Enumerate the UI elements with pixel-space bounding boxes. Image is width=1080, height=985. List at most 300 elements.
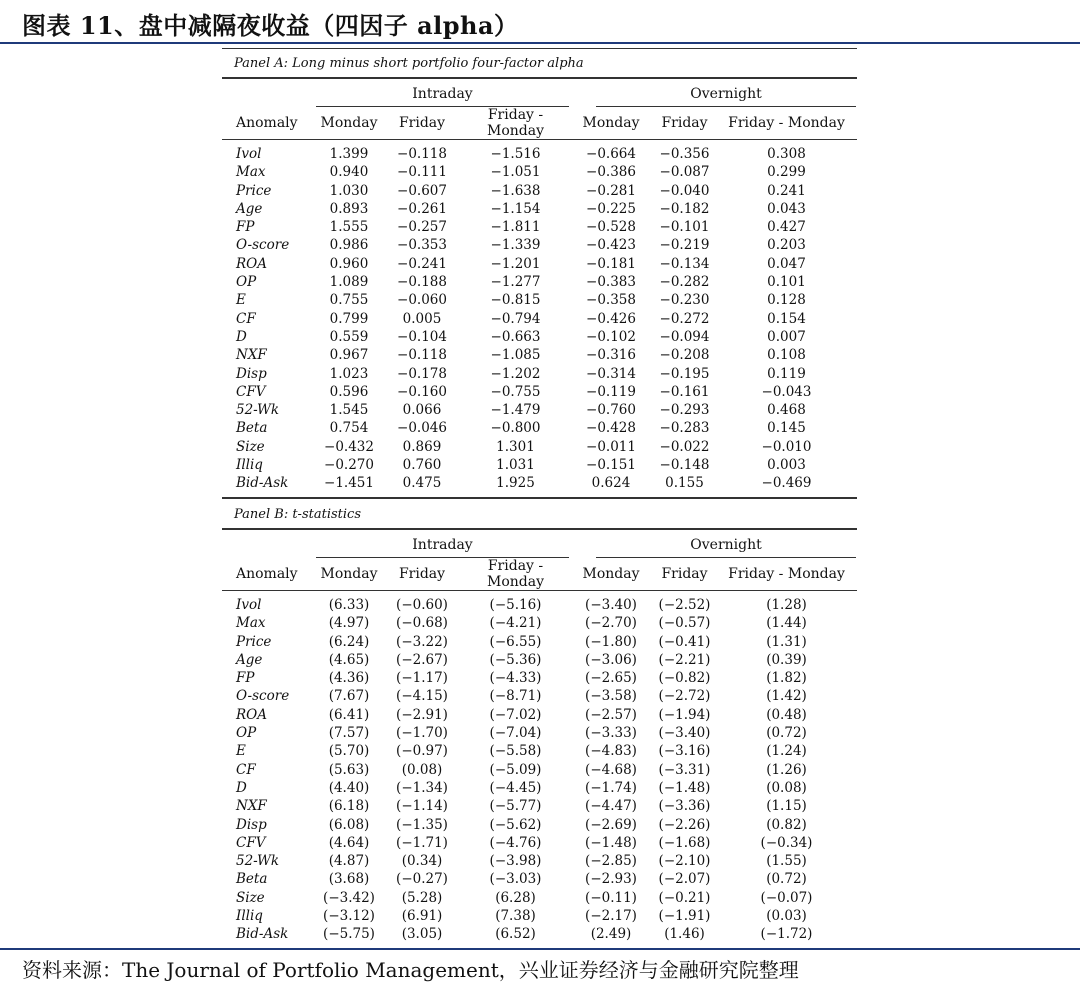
table-cell: −0.293 — [659, 402, 710, 419]
table-cell: 0.203 — [767, 237, 806, 254]
table-cell: (−2.67) — [396, 651, 448, 668]
table-cell: (−1.94) — [658, 706, 711, 723]
table-cell: (6.28) — [495, 889, 536, 906]
anomaly-name: NXF — [236, 798, 267, 815]
table-cell: 0.799 — [329, 310, 369, 327]
table-row — [222, 633, 857, 651]
anomaly-name: Disp — [236, 365, 267, 382]
table-cell: −0.094 — [659, 328, 710, 345]
table-cell: (−3.42) — [323, 889, 375, 906]
table-cell: 0.241 — [767, 182, 806, 199]
table-cell: (−3.58) — [585, 688, 637, 705]
table-cell: (1.26) — [766, 761, 807, 778]
table-cell: (−1.68) — [658, 834, 711, 851]
table-row — [222, 310, 857, 328]
anomaly-name: Ivol — [236, 146, 262, 162]
table-cell: (−4.68) — [585, 761, 637, 778]
table-cell: 0.754 — [329, 420, 369, 437]
anomaly-name: CFV — [236, 834, 266, 851]
table-row — [222, 474, 857, 497]
column-header: Friday - Monday — [716, 558, 857, 591]
table-cell: 0.066 — [402, 402, 442, 419]
table-cell: 0.893 — [329, 200, 369, 217]
table-row — [222, 614, 857, 632]
table-cell: (5.70) — [328, 743, 370, 760]
table-cell: −0.148 — [659, 457, 710, 474]
table-cell: (6.24) — [328, 633, 370, 650]
table-cell: −0.181 — [586, 255, 636, 272]
footer-rule — [0, 948, 1080, 950]
table-cell: (0.82) — [766, 816, 807, 833]
anomaly-name: FP — [236, 670, 255, 687]
table-cell: (−5.77) — [489, 798, 542, 815]
table-cell: (−1.80) — [585, 633, 637, 650]
table-cell: (−3.36) — [658, 798, 711, 815]
table-cell: (−2.69) — [585, 816, 637, 833]
table-cell: −0.118 — [397, 347, 447, 364]
table-cell: (0.08) — [766, 779, 807, 796]
table-cell: −0.428 — [586, 420, 636, 437]
panel-a-table — [222, 107, 857, 499]
table-cell: −0.011 — [586, 438, 636, 455]
table-cell: (7.57) — [328, 725, 370, 742]
table-cell: (4.64) — [328, 834, 370, 851]
table-cell: 0.155 — [653, 474, 716, 497]
table-cell: (−0.34) — [760, 834, 813, 851]
table-cell: (−4.33) — [489, 670, 542, 687]
table-cell: (−0.11) — [585, 889, 637, 906]
table-cell: 1.399 — [329, 146, 369, 162]
panel-b-body — [222, 591, 857, 949]
table-cell: (1.42) — [766, 688, 807, 705]
table-row — [222, 816, 857, 834]
panel-a-header-row — [222, 107, 857, 140]
table-row — [222, 291, 857, 309]
table-cell: −0.281 — [586, 182, 636, 199]
anomaly-name: D — [236, 779, 247, 796]
table-row — [222, 236, 857, 254]
table-cell: −0.182 — [659, 200, 710, 217]
anomaly-name: Max — [236, 615, 266, 632]
table-cell: (−4.83) — [585, 743, 637, 760]
anomaly-name: ROA — [236, 255, 267, 272]
table-row — [222, 761, 857, 779]
table-cell: (6.18) — [328, 798, 370, 815]
table-cell: 0.047 — [767, 255, 806, 272]
table-cell: (−2.26) — [658, 816, 711, 833]
table-cell: (−2.65) — [585, 670, 637, 687]
panel-b-intraday-header: Intraday — [316, 530, 569, 558]
table-cell: −0.353 — [397, 237, 447, 254]
table-cell: (0.48) — [766, 706, 807, 723]
table-cell: −0.760 — [586, 402, 636, 419]
anomaly-name: CF — [236, 310, 256, 327]
table-cell: (4.65) — [328, 651, 370, 668]
table-cell: (−2.72) — [658, 688, 711, 705]
table-cell: (6.52) — [462, 925, 569, 948]
anomaly-name: FP — [236, 219, 255, 236]
anomaly-name: Illiq — [236, 908, 263, 925]
table-cell: (−4.47) — [585, 798, 637, 815]
table-cell: (1.24) — [766, 743, 807, 760]
table-cell: 0.755 — [329, 292, 369, 309]
table-cell: −1.638 — [490, 182, 541, 199]
table-cell: (5.63) — [328, 761, 370, 778]
table-cell: (5.28) — [401, 889, 443, 906]
table-cell: −0.230 — [659, 292, 710, 309]
table-cell: −0.383 — [586, 274, 636, 291]
table-cell: −0.010 — [761, 438, 812, 455]
table-cell: (1.28) — [766, 597, 807, 613]
table-cell: −0.104 — [397, 328, 447, 345]
table-cell: (−2.52) — [658, 597, 711, 613]
table-cell: 1.555 — [329, 219, 369, 236]
table-cell: (−7.04) — [489, 725, 542, 742]
table-cell: (4.87) — [328, 853, 370, 870]
table-cell: −0.261 — [397, 200, 447, 217]
anomaly-name: Ivol — [236, 597, 262, 613]
table-cell: (0.03) — [766, 908, 807, 925]
table-cell: −0.134 — [659, 255, 710, 272]
anomaly-name: E — [236, 292, 246, 309]
table-cell: (1.31) — [766, 633, 807, 650]
table-cell: (−3.31) — [658, 761, 711, 778]
table-cell: (2.49) — [569, 925, 653, 948]
table-row — [222, 328, 857, 346]
table-cell: (−0.41) — [658, 633, 711, 650]
table-cell: −0.270 — [324, 457, 374, 474]
table-cell: (0.72) — [766, 725, 807, 742]
column-header: Friday - Monday — [716, 107, 857, 140]
table-cell: (−2.93) — [585, 871, 637, 888]
table-cell: −1.201 — [490, 255, 541, 272]
table-cell: 0.108 — [767, 347, 806, 364]
column-header: Monday — [569, 107, 653, 140]
table-cell: −0.664 — [586, 146, 636, 162]
table-cell: (−3.06) — [585, 651, 637, 668]
table-cell: (1.44) — [766, 615, 807, 632]
table-row — [222, 591, 857, 615]
table-cell: (−5.62) — [489, 816, 542, 833]
table-cell: (−2.70) — [585, 615, 637, 632]
anomaly-name: D — [236, 328, 247, 345]
table-row — [222, 218, 857, 236]
table-cell: 1.023 — [329, 365, 369, 382]
table-cell: (−5.09) — [489, 761, 542, 778]
table-row — [222, 200, 857, 218]
table-cell: (−3.16) — [658, 743, 711, 760]
panel-a-body — [222, 140, 857, 498]
table-row — [222, 907, 857, 925]
table-cell: −1.339 — [490, 237, 541, 254]
table-cell: (−4.21) — [489, 615, 542, 632]
anomaly-name: Max — [236, 164, 266, 181]
table-cell: 0.427 — [767, 219, 806, 236]
table-cell: (−1.17) — [396, 670, 448, 687]
anomaly-name: 52-Wk — [236, 853, 280, 870]
table-cell: 0.960 — [329, 255, 369, 272]
table-cell: −0.219 — [659, 237, 710, 254]
table-cell: −1.516 — [490, 146, 541, 162]
table-cell: 0.101 — [767, 274, 806, 291]
anomaly-name: O-score — [236, 237, 290, 254]
table-row — [222, 742, 857, 760]
table-row — [222, 852, 857, 870]
table-cell: 1.031 — [496, 457, 535, 474]
table-cell: −1.811 — [490, 219, 541, 236]
anomaly-name: Illiq — [236, 457, 263, 474]
table-cell: (−5.36) — [489, 651, 542, 668]
table-cell: −0.119 — [586, 383, 636, 400]
table-cell: 1.545 — [329, 402, 369, 419]
table-row — [222, 365, 857, 383]
table-cell: (0.34) — [401, 853, 443, 870]
table-cell: (−4.15) — [396, 688, 448, 705]
table-cell: (4.40) — [328, 779, 370, 796]
table-cell: (−3.22) — [396, 633, 448, 650]
anomaly-name: Age — [236, 651, 263, 668]
table-cell: 0.624 — [569, 474, 653, 497]
table-cell: 0.940 — [329, 164, 369, 181]
table-cell: 0.003 — [767, 457, 806, 474]
table-cell: (−0.68) — [396, 615, 448, 632]
table-cell: (−0.82) — [658, 670, 711, 687]
table-cell: (−8.71) — [489, 688, 542, 705]
anomaly-name: OP — [236, 274, 257, 291]
table-cell: 0.005 — [402, 310, 442, 327]
table-cell: (−3.40) — [585, 597, 637, 613]
table-cell: −0.358 — [586, 292, 636, 309]
panel-b-table — [222, 558, 857, 950]
table-cell: −0.272 — [659, 310, 710, 327]
table-cell: −0.663 — [490, 328, 541, 345]
table-cell: (−0.60) — [396, 597, 448, 613]
table-cell: −0.022 — [659, 438, 710, 455]
table-cell: 0.869 — [402, 438, 442, 455]
table-cell: −0.188 — [397, 274, 447, 291]
table-cell: (−5.58) — [489, 743, 542, 760]
panel-b-overnight-header: Overnight — [596, 530, 856, 558]
table-cell: (−0.57) — [658, 615, 711, 632]
table-cell: −0.087 — [659, 164, 710, 181]
table-cell: (−5.16) — [489, 597, 542, 613]
table-cell: −0.043 — [761, 383, 812, 400]
table-row — [222, 687, 857, 705]
table-row — [222, 724, 857, 742]
table-cell: (−0.97) — [396, 743, 448, 760]
table-cell: (−4.45) — [489, 779, 542, 796]
table-cell: −0.607 — [397, 182, 447, 199]
table-row — [222, 834, 857, 852]
table-cell: (−0.07) — [760, 889, 813, 906]
table-cell: 0.760 — [402, 457, 442, 474]
table-cell: (−1.72) — [716, 925, 857, 948]
table-cell: (6.33) — [328, 597, 370, 613]
table-cell: (1.15) — [766, 798, 807, 815]
table-cell: 0.596 — [329, 383, 369, 400]
anomaly-name: Beta — [236, 420, 268, 437]
table-cell: −1.277 — [490, 274, 541, 291]
table-cell: (1.55) — [766, 853, 807, 870]
anomaly-name: Age — [236, 200, 263, 217]
table-cell: −0.432 — [324, 438, 374, 455]
table-cell: −0.208 — [659, 347, 710, 364]
anomaly-name: NXF — [236, 347, 267, 364]
anomaly-name: Bid-Ask — [222, 474, 316, 497]
table-cell: (−6.55) — [489, 633, 542, 650]
figure-title: 图表 11、盘中减隔夜收益（四因子 alpha） — [22, 11, 519, 40]
table-cell: (−3.98) — [489, 853, 542, 870]
column-header: Monday — [316, 107, 382, 140]
table-cell: 0.299 — [767, 164, 806, 181]
anomaly-name: OP — [236, 725, 257, 742]
table-cell: −0.257 — [397, 219, 447, 236]
column-header: Friday — [653, 107, 716, 140]
panel-a-group-row — [222, 79, 857, 107]
table-cell: (3.05) — [382, 925, 462, 948]
table-cell: −0.151 — [586, 457, 636, 474]
column-header-anomaly: Anomaly — [222, 558, 316, 591]
table-cell: (−0.27) — [396, 871, 448, 888]
table-cell: 1.089 — [329, 274, 369, 291]
table-cell: (−1.74) — [585, 779, 637, 796]
table-cell: (−1.71) — [396, 834, 448, 851]
panel-b-group-row — [222, 530, 857, 558]
table-cell: (−0.21) — [658, 889, 711, 906]
table-cell: (7.67) — [328, 688, 370, 705]
table-row — [222, 163, 857, 181]
table-cell: (4.97) — [328, 615, 370, 632]
table-cell: −0.046 — [397, 420, 447, 437]
anomaly-name: Price — [236, 182, 272, 199]
table-cell: (−1.48) — [585, 834, 637, 851]
table-cell: (−1.34) — [396, 779, 448, 796]
table-cell: (−2.17) — [585, 908, 637, 925]
table-cell: −0.794 — [490, 310, 541, 327]
column-header: Friday - Monday — [462, 558, 569, 591]
column-header: Friday — [653, 558, 716, 591]
source-note: 资料来源：The Journal of Portfolio Management，兴业证券经济与金融研究院整理 — [22, 958, 799, 982]
table-cell: (−1.35) — [396, 816, 448, 833]
table-cell: 1.030 — [329, 182, 369, 199]
anomaly-name: ROA — [236, 706, 267, 723]
panel-a-overnight-header: Overnight — [596, 79, 856, 107]
table-cell: (−2.91) — [396, 706, 448, 723]
table-cell: 1.301 — [496, 438, 535, 455]
table-cell: 0.145 — [767, 420, 806, 437]
table-cell: (−3.12) — [323, 908, 375, 925]
table-cell: −0.118 — [397, 146, 447, 162]
table-cell: −0.528 — [586, 219, 636, 236]
table-cell: −0.101 — [659, 219, 710, 236]
table-cell: −0.160 — [397, 383, 447, 400]
table-row — [222, 706, 857, 724]
table-cell: (−3.40) — [658, 725, 711, 742]
table-cell: 0.986 — [329, 237, 369, 254]
table-cell: 0.308 — [767, 146, 806, 162]
table-cell: −0.356 — [659, 146, 710, 162]
title-bar — [0, 0, 1080, 44]
table-row — [222, 870, 857, 888]
table-cell: −0.060 — [397, 292, 447, 309]
table-row — [222, 456, 857, 474]
table-row — [222, 925, 857, 948]
table-cell: 0.154 — [767, 310, 806, 327]
table-cell: −0.316 — [586, 347, 636, 364]
column-header-anomaly: Anomaly — [222, 107, 316, 140]
table-row — [222, 383, 857, 401]
table-cell: (4.36) — [328, 670, 370, 687]
table-cell: 0.128 — [767, 292, 806, 309]
table-cell: (0.39) — [766, 651, 807, 668]
table-cell: (6.91) — [401, 908, 443, 925]
table-row — [222, 651, 857, 669]
table-cell: (−3.03) — [489, 871, 542, 888]
column-header: Friday — [382, 558, 462, 591]
panel-a-label: Panel A: Long minus short portfolio four-factor alpha — [222, 48, 857, 77]
table-cell: (−2.21) — [658, 651, 711, 668]
table-row — [222, 419, 857, 437]
anomaly-name: CFV — [236, 383, 266, 400]
table-cell: −0.161 — [659, 383, 710, 400]
panel-a — [222, 48, 857, 499]
table-cell: (−1.48) — [658, 779, 711, 796]
table-cell: −1.451 — [316, 474, 382, 497]
panel-a-intraday-header: Intraday — [316, 79, 569, 107]
table-cell: (−7.02) — [489, 706, 542, 723]
table-cell: (−5.75) — [316, 925, 382, 948]
anomaly-name: Price — [236, 633, 272, 650]
column-header: Friday - Monday — [462, 107, 569, 140]
table-row — [222, 182, 857, 200]
table-cell: (−2.07) — [658, 871, 711, 888]
table-cell: 1.925 — [462, 474, 569, 497]
table-cell: −0.102 — [586, 328, 636, 345]
table-cell: 0.475 — [382, 474, 462, 497]
anomaly-name: Bid-Ask — [222, 925, 316, 948]
table-cell: −1.085 — [490, 347, 541, 364]
column-header: Monday — [569, 558, 653, 591]
table-cell: (−1.91) — [658, 908, 711, 925]
table-cell: −0.195 — [659, 365, 710, 382]
table-cell: (−2.10) — [658, 853, 711, 870]
table-cell: −1.479 — [490, 402, 541, 419]
table-cell: 0.043 — [767, 200, 806, 217]
anomaly-name: Beta — [236, 871, 268, 888]
table-row — [222, 401, 857, 419]
table-row — [222, 346, 857, 364]
table-cell: −1.051 — [490, 164, 541, 181]
table-cell: (3.68) — [328, 871, 370, 888]
table-row — [222, 797, 857, 815]
panel-b — [222, 500, 857, 950]
table-cell: −0.469 — [716, 474, 857, 497]
table-cell: (−1.14) — [396, 798, 448, 815]
anomaly-name: 52-Wk — [236, 402, 280, 419]
table-row — [222, 255, 857, 273]
table-cell: (−1.70) — [396, 725, 448, 742]
table-cell: −0.755 — [490, 383, 541, 400]
table-cell: (6.41) — [328, 706, 370, 723]
table-cell: 0.468 — [767, 402, 806, 419]
table-cell: (1.82) — [766, 670, 807, 687]
table-row — [222, 669, 857, 687]
table-cell: −1.154 — [490, 200, 541, 217]
table-cell: −0.314 — [586, 365, 636, 382]
table-row — [222, 779, 857, 797]
anomaly-name: CF — [236, 761, 256, 778]
table-cell: (0.08) — [401, 761, 443, 778]
